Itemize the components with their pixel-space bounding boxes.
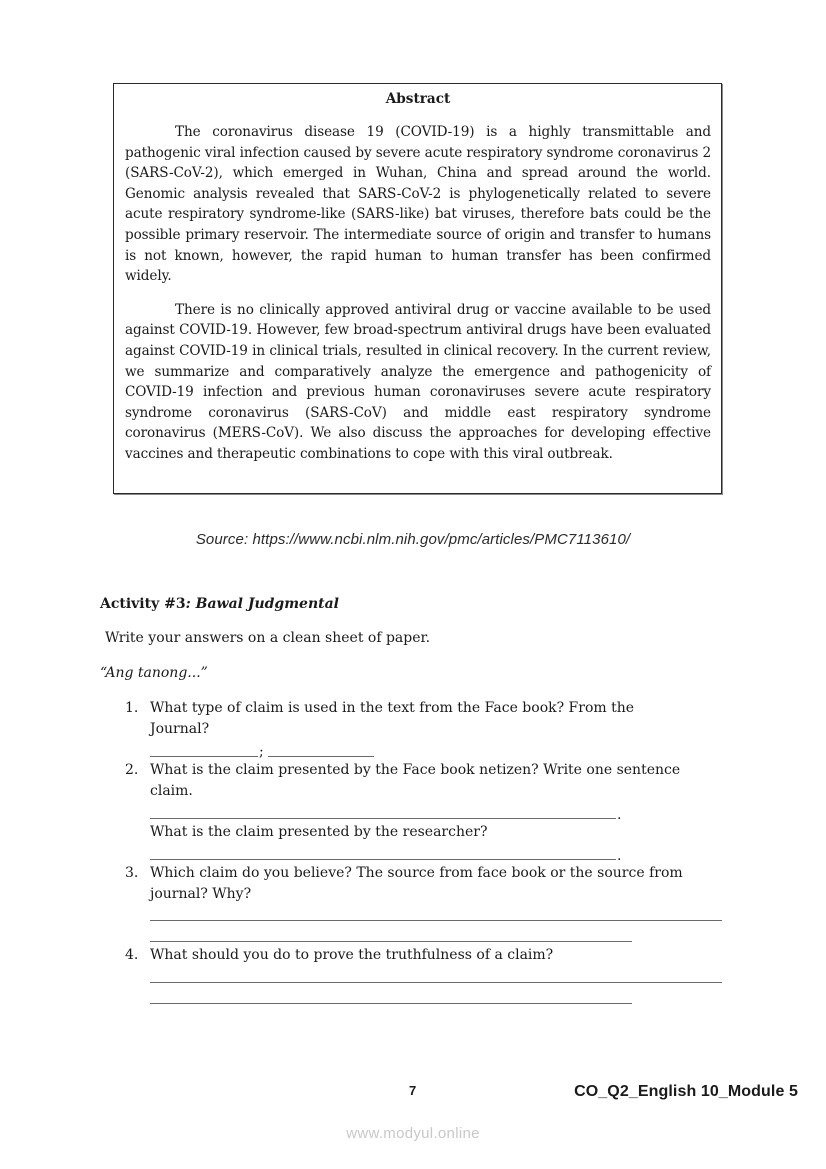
watermark: www.modyul.online bbox=[346, 1125, 480, 1142]
abstract-paragraph-2: There is no clinically approved antiviral drug or vaccine available to be used against COVID-19. However, few broad-spectrum antiviral drugs have been evaluated against COVID-19 in clinical trials, resulted in clinical recovery. In the current review, we summarize and comparatively analyze the emergence and pathogenicity of COVID-19 infection and previous human coronaviruses severe acute respiratory syndrome coronavirus (SARS-CoV) and middle east respiratory syndrome coronavirus (MERS-CoV). We also discuss the approaches for developing effective vaccines and therapeutic combinations to cope with this viral outbreak. bbox=[125, 301, 711, 462]
answer-line-2b[interactable] bbox=[150, 859, 616, 860]
answer-line-4b[interactable] bbox=[150, 1003, 632, 1004]
source-citation: Source: https://www.ncbi.nlm.nih.gov/pmc/articles/PMC7113610/ bbox=[195, 531, 631, 548]
question-2 bbox=[125, 760, 720, 801]
question-number: 2. bbox=[125, 762, 139, 778]
answer-line-3a[interactable] bbox=[150, 920, 722, 921]
question-number: 1. bbox=[125, 700, 139, 716]
question-number: 4. bbox=[125, 947, 139, 963]
answer-end-mark: . bbox=[617, 807, 622, 823]
answer-line-1b[interactable] bbox=[268, 756, 374, 757]
question-text: Which claim do you believe? The source from face book or the source from journal? Why? bbox=[150, 865, 683, 902]
question-number: 3. bbox=[125, 865, 139, 881]
question-4 bbox=[125, 945, 720, 966]
activity-heading bbox=[100, 596, 339, 612]
activity-label: Activity #3 bbox=[100, 596, 186, 612]
question-1 bbox=[125, 698, 690, 739]
page-number: 7 bbox=[409, 1083, 417, 1098]
abstract-title: Abstract bbox=[385, 91, 451, 107]
answer-line-2a[interactable] bbox=[150, 818, 616, 819]
answer-separator: ; bbox=[259, 744, 264, 760]
question-text: What is the claim presented by the Face book netizen? Write one sentence claim. bbox=[150, 762, 681, 799]
question-2-followup: What is the claim presented by the researcher? bbox=[150, 824, 488, 840]
activity-instruction: Write your answers on a clean sheet of paper. bbox=[105, 630, 431, 646]
answer-line-1a[interactable] bbox=[150, 756, 258, 757]
abstract-paragraph-1: The coronavirus disease 19 (COVID-19) is a highly transmittable and pathogenic viral infection caused by severe acute respiratory syndrome coronavirus 2 (SARS-CoV-2), which emerged in Wuhan, China and spread around the world. Genomic analysis revealed that SARS-CoV-2 is phylogenetically related to severe acute respiratory syndrome-like (SARS-like) bat viruses, therefore bats could be the possible primary reservoir. The intermediate source of origin and transfer to humans is not known, however, the rapid human to human transfer has been confirmed widely. bbox=[125, 124, 711, 285]
question-text: What type of claim is used in the text from the Face book? From the Journal? bbox=[150, 700, 635, 737]
abstract-box bbox=[113, 83, 722, 494]
answer-end-mark: . bbox=[617, 848, 622, 864]
question-3 bbox=[125, 863, 720, 904]
activity-tagline: “Ang tanong...” bbox=[100, 665, 208, 681]
answer-line-3b[interactable] bbox=[150, 941, 632, 942]
activity-subtitle: : Bawal Judgmental bbox=[185, 596, 339, 612]
question-text: What should you do to prove the truthfulness of a claim? bbox=[150, 947, 554, 963]
answer-line-4a[interactable] bbox=[150, 982, 722, 983]
module-code: CO_Q2_English 10_Module 5 bbox=[574, 1083, 798, 1100]
